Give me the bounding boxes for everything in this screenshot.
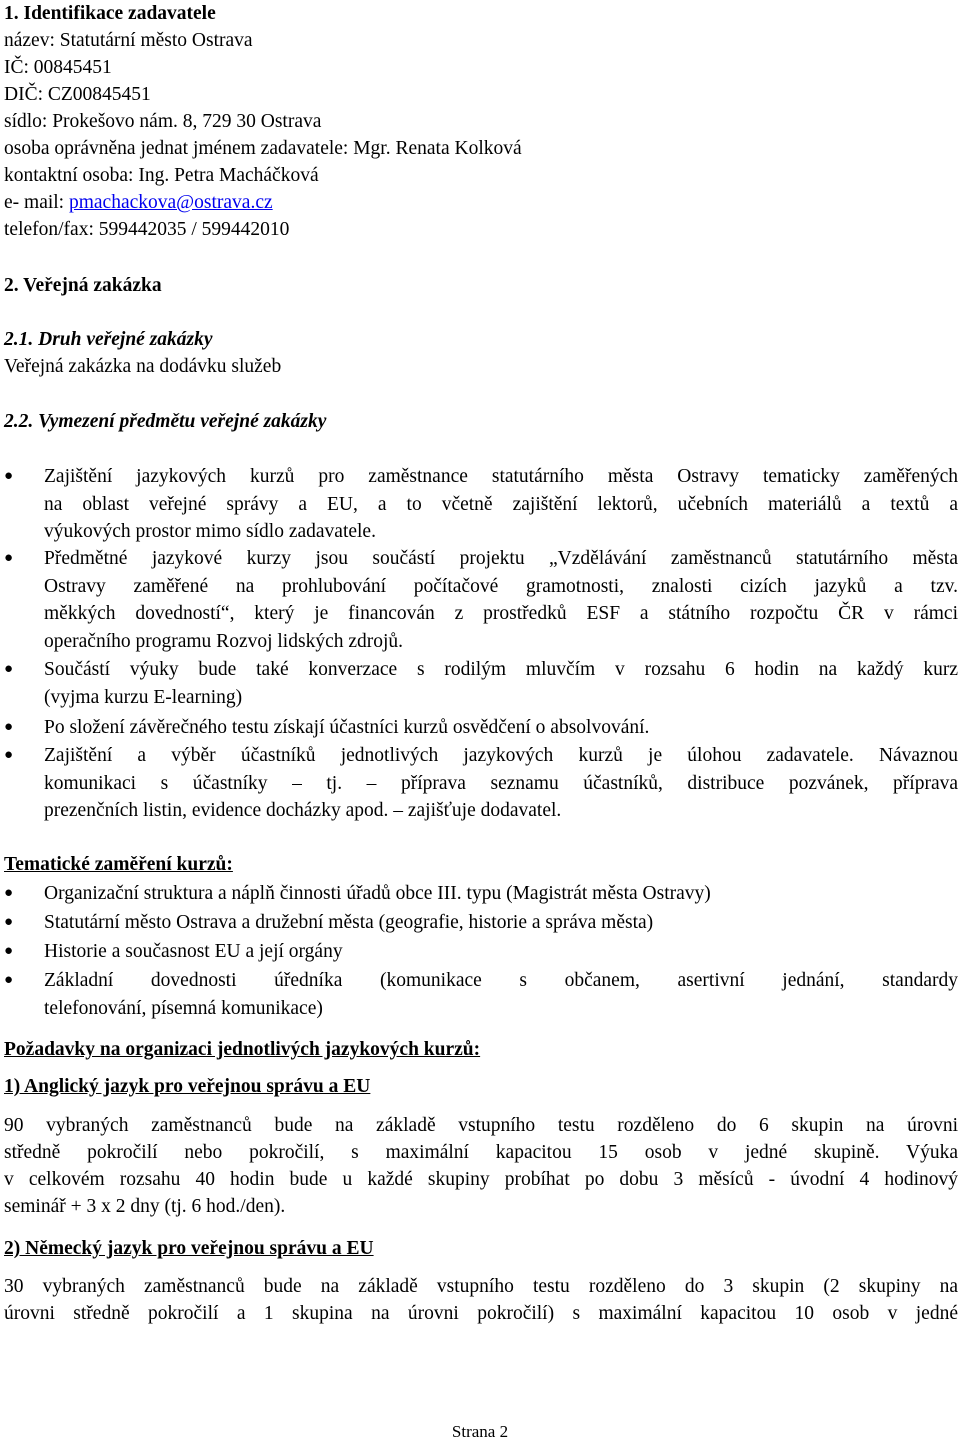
kurz-2-heading-text: 2) Německý jazyk pro veřejnou správu a EU [4, 1238, 374, 1259]
section-2-2-heading: 2.2. Vymezení předmětu veřejné zakázky [4, 411, 327, 432]
line: Historie a současnost EU a její orgány [44, 941, 343, 962]
nazev-line: název: Statutární město Ostrava [4, 30, 253, 51]
line: Zajištění jazykových kurzů pro zaměstnance statutárního města Ostravy tematicky zaměřených [44, 466, 958, 487]
kurz-1-heading [4, 1073, 370, 1101]
bullet-icon: ● [4, 661, 14, 677]
bullet-icon: ● [4, 550, 14, 566]
section-1-heading: 1. Identifikace zadavatele [4, 3, 216, 24]
ic-line: IČ: 00845451 [4, 57, 112, 78]
line: Základní dovednosti úředníka (komunikace s občanem, asertivní jednání, standardy [44, 970, 958, 991]
email-line [4, 189, 273, 217]
telefon-line: telefon/fax: 599442035 / 599442010 [4, 219, 290, 240]
line: prezenčních listin, evidence docházky apod. – zajišťuje dodavatel. [44, 800, 562, 821]
kontakt-line: kontaktní osoba: Ing. Petra Macháčková [4, 165, 319, 186]
bullet-icon: ● [4, 747, 14, 763]
kurz-2-line: 30 vybraných zaměstnanců bude na základě vstupního testu rozděleno do 3 skupin (2 skupiny na [4, 1276, 958, 1297]
page-number: Strana 2 [451, 1422, 509, 1441]
bullet-icon: ● [4, 468, 14, 484]
line: Součástí výuky bude také konverzace s rodilým mluvčím v rozsahu 6 hodin na každý kurz [44, 659, 958, 680]
line: Zajištění a výběr účastníků jednotlivých jazykových kurzů je úlohou zadavatele. Návaznou [44, 745, 958, 766]
line: měkkých dovedností“, který je financován z prostředků ESF a státního rozpočtu ČR v rámci [44, 603, 958, 624]
line: (vyjma kurzu E-learning) [44, 686, 243, 708]
line: Ostravy zaměřené na prohlubování počítačové gramotnosti, znalosti cizích jazyků a tzv. [44, 575, 958, 597]
line: telefonování, písemná komunikace) [44, 997, 323, 1019]
pozadavky-heading [4, 1036, 480, 1064]
bullet-icon: ● [4, 972, 14, 988]
osoba-line: osoba oprávněna jednat jménem zadavatele: Mgr. Renata Kolková [4, 138, 522, 159]
section-2-1-text: Veřejná zakázka na dodávku služeb [4, 356, 282, 377]
kurz-2-heading [4, 1235, 374, 1263]
bullet-icon: ● [4, 914, 14, 930]
line: Organizační struktura a náplň činnosti úřadů obce III. typu (Magistrát města Ostravy) [44, 883, 711, 904]
email-link[interactable]: pmachackova@ostrava.cz [68, 192, 273, 213]
line: Předmětné jazykové kurzy jsou součástí projektu „Vzdělávání zaměstnanců statutárního města [44, 548, 958, 569]
line: komunikaci s účastníky – tj. – příprava seznamu účastníků, distribuce pozvánek, příprava [44, 772, 958, 794]
kurz-1-line: seminář + 3 x 2 dny (tj. 6 hod./den). [4, 1196, 286, 1217]
line: Po složení závěrečného testu získají účastníci kurzů osvědčení o absolvování. [44, 717, 650, 738]
tematicke-heading-text: Tematické zaměření kurzů: [4, 854, 233, 875]
tematicke-heading [4, 851, 233, 879]
kurz-2-line: úrovni středně pokročilí a 1 skupina na úrovni pokročilí) s maximální kapacitou 10 osob v jedné [4, 1303, 958, 1324]
section-2-1-heading: 2.1. Druh veřejné zakázky [4, 329, 213, 350]
pozadavky-heading-text: Požadavky na organizaci jednotlivých jazykových kurzů: [4, 1039, 481, 1060]
bullet-icon: ● [4, 943, 14, 959]
bullet-icon: ● [4, 885, 14, 901]
section-2-heading: 2. Veřejná zakázka [4, 275, 162, 296]
kurz-1-line: v celkovém rozsahu 40 hodin bude u každé skupiny probíhat po dobu 3 měsíců - úvodní 4 hodinový [4, 1169, 958, 1190]
line: operačního programu Rozvoj lidských zdrojů. [44, 630, 404, 652]
kurz-1-heading-text: 1) Anglický jazyk pro veřejnou správu a EU [4, 1076, 371, 1097]
line: na oblast veřejné správy a EU, a to včetně zajištění lektorů, učebních materiálů a textů a [44, 493, 958, 515]
line: výukových prostor mimo sídlo zadavatele. [44, 521, 376, 542]
sidlo-line: sídlo: Prokešovo nám. 8, 729 30 Ostrava [4, 111, 322, 132]
kurz-1-line: středně pokročilí nebo pokročilí, s maximální kapacitou 15 osob v jedné skupině. Výuka [4, 1142, 958, 1163]
kurz-1-line: 90 vybraných zaměstnanců bude na základě vstupního testu rozděleno do 6 skupin na úrovni [4, 1115, 958, 1136]
bullet-icon: ● [4, 719, 14, 735]
dic-line: DIČ: CZ00845451 [4, 84, 151, 105]
email-label: e- mail: [4, 192, 69, 213]
line: Statutární město Ostrava a družební města (geografie, historie a správa města) [44, 912, 654, 933]
